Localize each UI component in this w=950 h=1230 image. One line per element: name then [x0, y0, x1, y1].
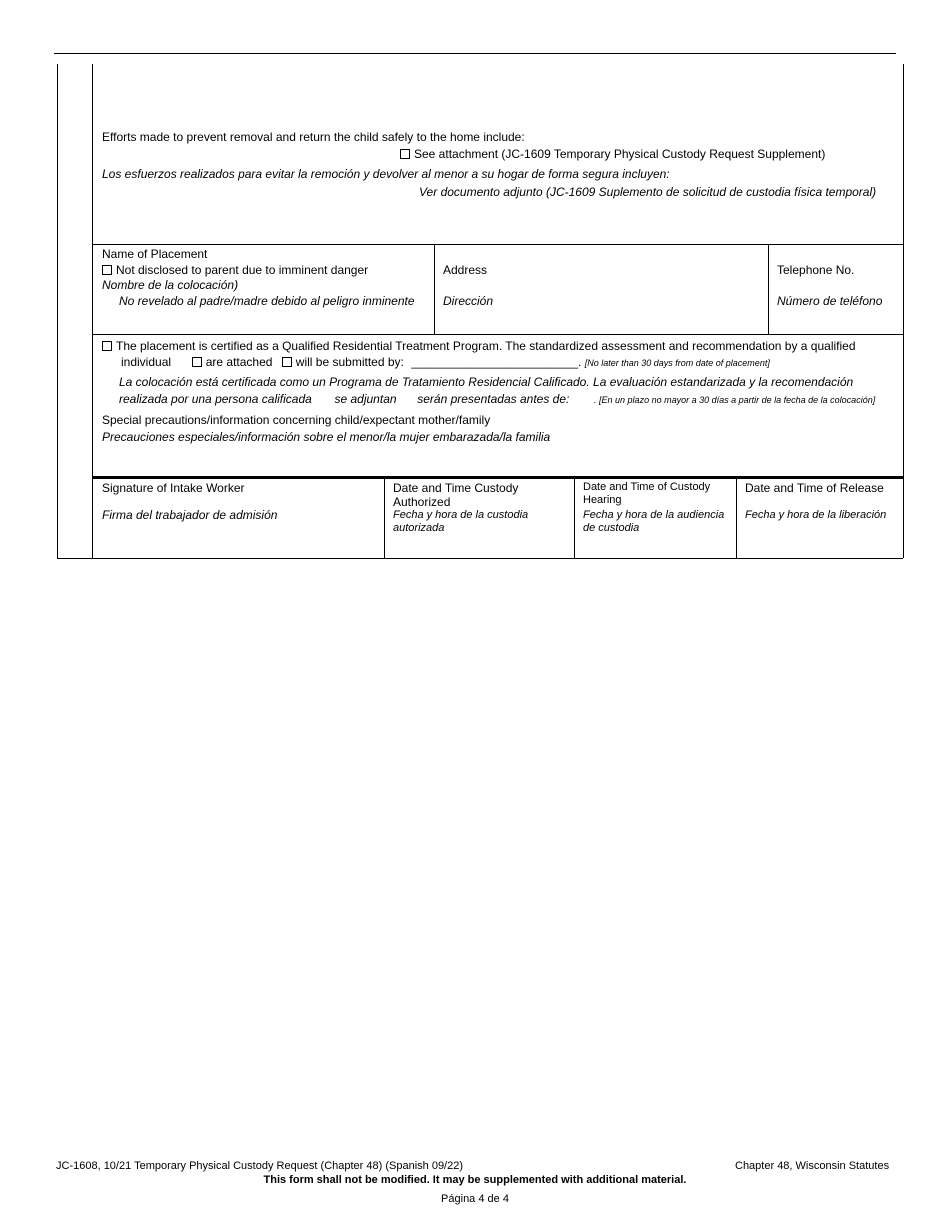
intake-signature-label: Signature of Intake Worker [102, 481, 245, 495]
efforts-attachment-option[interactable] [400, 147, 825, 161]
custody-hearing-label-2: Hearing [583, 494, 622, 506]
placement-name-label: Name of Placement [102, 247, 208, 261]
address-label: Address [443, 263, 488, 277]
placement-bottom-rule [92, 334, 903, 335]
not-disclosed-label: Not disclosed to parent due to imminent danger [116, 263, 369, 277]
top-rule [54, 53, 896, 54]
qrtp-se-adjuntan-es: se adjuntan [334, 392, 397, 406]
address-label-es: Dirección [443, 294, 494, 308]
telephone-label-es: Número de teléfono [777, 294, 883, 308]
telephone-label: Telephone No. [777, 263, 855, 277]
custody-authorized-label-1: Date and Time Custody [393, 481, 519, 495]
placement-top-rule [92, 244, 903, 245]
placement-divider-2 [768, 244, 769, 334]
will-be-submitted-checkbox[interactable] [282, 357, 292, 367]
qrtp-seran-es: serán presentadas antes de: [417, 392, 570, 406]
qrtp-deadline-es: . [En un plazo no mayor a 30 días a partir de la fecha de la colocación] [594, 395, 876, 405]
footer-form-id: JC-1608, 10/21 Temporary Physical Custody Request (Chapter 48) (Spanish 09/22) [56, 1160, 464, 1172]
custody-hearing-label-1: Date and Time of Custody [583, 481, 711, 493]
qrtp-line2-es [119, 392, 875, 406]
frame-right-border [903, 64, 904, 558]
qrtp-line1-es: La colocación está certificada como un Programa de Tratamiento Residencial Calificado. La evaluación estandarizada y la recomendación [119, 375, 854, 389]
custody-authorized-label-2: Authorized [393, 495, 451, 509]
footer-statutes: Chapter 48, Wisconsin Statutes [735, 1160, 890, 1172]
efforts-label-es: Los esfuerzos realizados para evitar la remoción y devolver al menor a su hogar de forma segura incluyen: [102, 167, 670, 181]
qrtp-individual-label: individual [121, 355, 172, 369]
are-attached-label: are attached [205, 355, 273, 369]
qrtp-line1-text: The placement is certified as a Qualified Residential Treatment Program. The standardized assessment and recommendation by a qualified [116, 339, 856, 353]
qrtp-qualified-es: realizada por una persona calificada [119, 392, 312, 406]
page-number: Página 4 de 4 [441, 1193, 509, 1205]
are-attached-checkbox[interactable] [192, 357, 202, 367]
placement-divider-1 [434, 244, 435, 334]
submitted-by-blank[interactable]: _________________________. [411, 355, 582, 369]
signature-divider-2 [574, 478, 575, 558]
not-disclosed-checkbox[interactable] [102, 265, 112, 275]
precautions-label: Special precautions/information concerning child/expectant mother/family [102, 413, 491, 427]
footer-notice: This form shall not be modified. It may be supplemented with additional material. [263, 1174, 687, 1186]
qrtp-line2 [121, 355, 770, 369]
efforts-attachment-es: Ver documento adjunto (JC-1609 Suplemento de solicitud de custodia física temporal) [419, 185, 877, 199]
signature-divider-1 [384, 478, 385, 558]
precautions-label-es: Precauciones especiales/información sobre el menor/la mujer embarazada/la familia [102, 430, 551, 444]
placement-name-label-es: Nombre de la colocación) [102, 278, 239, 292]
signature-top-rule [92, 476, 903, 479]
will-be-submitted-label: will be submitted by: [295, 355, 404, 369]
efforts-attachment-checkbox[interactable] [400, 149, 410, 159]
not-disclosed-label-es: No revelado al padre/madre debido al peligro inminente [119, 294, 415, 308]
custody-hearing-es-1: Fecha y hora de la audiencia [583, 509, 725, 521]
release-label: Date and Time of Release [745, 481, 884, 495]
qrtp-line1[interactable] [102, 339, 856, 353]
custody-hearing-es-2: de custodia [583, 522, 640, 534]
release-label-es: Fecha y hora de la liberación [745, 509, 887, 521]
frame-left-border [57, 64, 58, 558]
efforts-attachment-label: See attachment (JC-1609 Temporary Physical Custody Request Supplement) [414, 147, 826, 161]
qrtp-checkbox[interactable] [102, 341, 112, 351]
intake-signature-label-es: Firma del trabajador de admisión [102, 508, 278, 522]
custody-authorized-es-1: Fecha y hora de la custodia [393, 509, 529, 521]
frame-bottom-border [57, 558, 903, 559]
not-disclosed-option[interactable] [102, 263, 368, 277]
qrtp-deadline: [No later than 30 days from date of placement] [584, 358, 770, 368]
custody-authorized-es-2: autorizada [393, 522, 445, 534]
efforts-label-en: Efforts made to prevent removal and return the child safely to the home include: [102, 130, 525, 144]
frame-inner-border [92, 64, 93, 558]
signature-divider-3 [736, 478, 737, 558]
